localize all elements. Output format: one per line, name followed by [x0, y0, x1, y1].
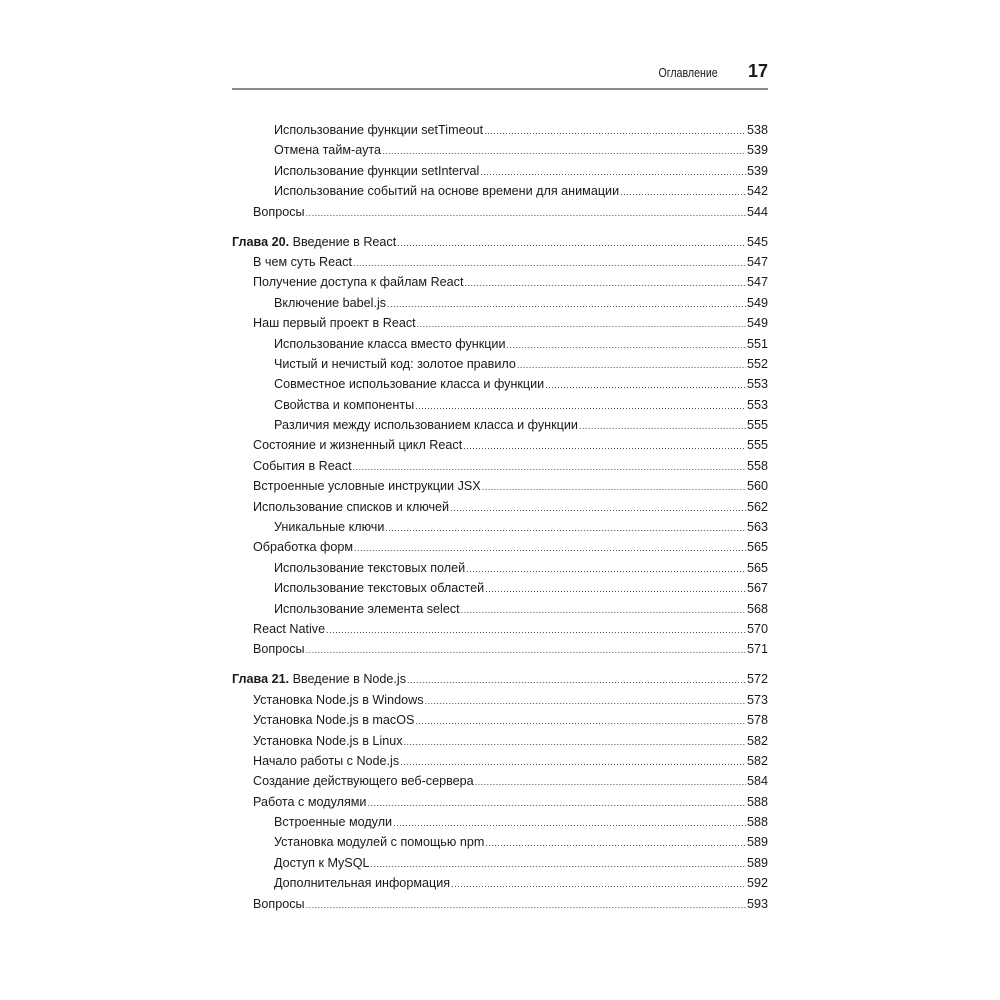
toc-entry[interactable] [232, 435, 768, 455]
dot-leader [517, 355, 746, 375]
dot-leader [354, 538, 746, 558]
entry-title-text: Использование функции setInterval [274, 163, 480, 178]
dot-leader [451, 874, 746, 894]
entry-title [274, 832, 484, 852]
entry-page-number: 539 [746, 163, 768, 178]
entry-title-text: Использование списков и ключей [253, 499, 450, 514]
entry-page-number: 570 [746, 621, 768, 636]
entry-page-number: 558 [746, 458, 768, 473]
entry-page-number: 584 [746, 774, 768, 789]
entry-page-number: 542 [746, 184, 768, 199]
dot-leader [475, 772, 746, 792]
entry-page-number: 589 [746, 855, 768, 870]
entry-title [274, 374, 544, 394]
dot-leader [485, 833, 746, 853]
header-title: Оглавление [658, 66, 718, 80]
entry-title-text: Использование событий на основе времени для анимации [274, 184, 620, 199]
dot-leader [417, 314, 746, 334]
dot-leader [507, 335, 746, 355]
entry-title-text: Установка модулей с помощью npm [274, 835, 485, 850]
entry-page-number: 562 [746, 499, 768, 514]
entry-title [274, 873, 450, 893]
toc-entry[interactable] [232, 140, 768, 160]
entry-title [274, 558, 465, 578]
entry-page-number: 563 [746, 520, 768, 535]
dot-leader [397, 233, 746, 253]
entry-title [274, 812, 392, 832]
entry-title-text: Использование класса вместо функции [274, 336, 506, 351]
toc-entry[interactable] [232, 272, 768, 292]
entry-page-number: 589 [746, 835, 768, 850]
entry-title [253, 710, 414, 730]
dot-leader [407, 670, 746, 690]
entry-title-text: Уникальные ключи [274, 520, 385, 535]
entry-page-number: 551 [746, 336, 768, 351]
dot-leader [466, 559, 746, 579]
entry-title [253, 639, 305, 659]
entry-title [253, 497, 449, 517]
entry-title [274, 415, 578, 435]
entry-title-text: Использование функции setTimeout [274, 123, 484, 137]
dot-leader [485, 579, 746, 599]
dot-leader [415, 711, 746, 731]
entry-page-number: 573 [746, 692, 768, 707]
entry-page-number: 555 [746, 438, 768, 453]
toc-entry[interactable] [232, 334, 768, 354]
entry-title [274, 181, 619, 201]
entry-title [253, 313, 416, 333]
toc-entry[interactable] [232, 161, 768, 181]
entry-title [274, 161, 479, 181]
dot-leader [463, 436, 746, 456]
entry-page-number: 539 [746, 143, 768, 158]
toc-entry[interactable] [232, 374, 768, 394]
dot-leader [450, 498, 746, 518]
dot-leader [415, 396, 746, 416]
entry-title [274, 354, 516, 374]
entry-title-text: React Native [253, 621, 326, 636]
chapter-number: Глава 20. [232, 234, 290, 249]
toc-entry[interactable] [232, 599, 768, 619]
entry-title-text: Использование текстовых полей [274, 560, 466, 575]
entry-title-text: Установка Node.js в macOS [253, 713, 415, 728]
dot-leader [404, 732, 746, 752]
toc-entry[interactable] [232, 751, 768, 771]
entry-title [253, 792, 366, 812]
toc-entry[interactable] [232, 710, 768, 730]
toc-entry[interactable] [232, 619, 768, 639]
entry-page-number: 565 [746, 560, 768, 575]
dot-leader [620, 182, 746, 202]
entry-page-number: 582 [746, 753, 768, 768]
entry-title-text: Дополнительная информация [274, 876, 451, 891]
entry-title [274, 120, 483, 140]
dot-leader [385, 518, 746, 538]
toc-group [232, 669, 768, 914]
table-of-contents [232, 120, 768, 924]
entry-title [253, 537, 353, 557]
toc-entry[interactable] [232, 639, 768, 659]
entry-page-number: 568 [746, 601, 768, 616]
entry-title [274, 334, 506, 354]
chapter-number: Глава 21. [232, 672, 290, 687]
toc-entry[interactable] [232, 832, 768, 852]
entry-page-number: 549 [746, 295, 768, 310]
dot-leader [387, 294, 746, 314]
dot-leader [480, 162, 746, 182]
entry-title [274, 599, 460, 619]
entry-page-number: 567 [746, 581, 768, 596]
entry-page-number: 552 [746, 356, 768, 371]
entry-title-text: Использование элемента select [274, 601, 460, 616]
entry-title-text: Использование текстовых областей [274, 581, 485, 596]
dot-leader [371, 854, 746, 874]
dot-leader [400, 752, 746, 772]
toc-entry[interactable] [232, 415, 768, 435]
entry-title [253, 771, 474, 791]
entry-title [253, 202, 305, 222]
entry-title [274, 578, 484, 598]
entry-title-text: Доступ к MySQL [274, 855, 370, 870]
dot-leader [326, 620, 746, 640]
toc-entry[interactable] [232, 293, 768, 313]
entry-title [253, 894, 305, 914]
entry-page-number: 560 [746, 479, 768, 494]
entry-title-text: Чистый и нечистый код: золотое правило [274, 356, 516, 371]
entry-title-text: Введение в Node.js [292, 672, 407, 687]
entry-title-text: Включение babel.js [274, 295, 387, 310]
toc-entry[interactable] [232, 497, 768, 517]
dot-leader [579, 416, 746, 436]
entry-title-text: Работа с модулями [253, 794, 367, 809]
entry-title-text: Совместное использование класса и функции [274, 377, 545, 392]
toc-entry[interactable] [232, 517, 768, 537]
entry-page-number: 545 [746, 234, 768, 249]
entry-title [253, 751, 399, 771]
entry-title [253, 272, 463, 292]
entry-title-text: Состояние и жизненный цикл React [253, 438, 463, 453]
entry-title-text: Вопросы [253, 642, 305, 657]
dot-leader [461, 600, 746, 620]
dot-leader [353, 457, 746, 477]
entry-page-number: 572 [746, 672, 768, 687]
dot-leader [482, 477, 746, 497]
dot-leader [484, 121, 746, 141]
page-number: 17 [747, 61, 768, 81]
entry-title [232, 669, 406, 689]
toc-entry[interactable] [232, 873, 768, 893]
entry-page-number: 578 [746, 713, 768, 728]
toc-group [232, 232, 768, 660]
toc-entry[interactable] [232, 120, 768, 140]
dot-leader [367, 793, 746, 813]
entry-page-number: 538 [746, 123, 768, 137]
entry-title [274, 395, 414, 415]
entry-title [253, 619, 325, 639]
toc-chapter-entry[interactable] [232, 669, 768, 689]
dot-leader [382, 141, 746, 161]
toc-entry[interactable] [232, 252, 768, 272]
entry-title-text: В чем суть React [253, 254, 352, 269]
entry-title [274, 853, 370, 873]
toc-entry[interactable] [232, 792, 768, 812]
entry-title [253, 456, 352, 476]
entry-page-number: 547 [746, 275, 768, 290]
entry-title-text: Установка Node.js в Linux [253, 733, 403, 748]
toc-entry[interactable] [232, 537, 768, 557]
toc-entry[interactable] [232, 731, 768, 751]
toc-entry[interactable] [232, 771, 768, 791]
dot-leader [353, 253, 746, 273]
dot-leader [425, 691, 746, 711]
toc-group [232, 120, 768, 222]
toc-entry[interactable] [232, 853, 768, 873]
entry-page-number: 553 [746, 377, 768, 392]
toc-entry[interactable] [232, 354, 768, 374]
dot-leader [306, 895, 746, 915]
dot-leader [306, 640, 746, 660]
toc-entry[interactable] [232, 395, 768, 415]
toc-entry[interactable] [232, 456, 768, 476]
entry-page-number: 571 [746, 642, 768, 657]
toc-entry[interactable] [232, 558, 768, 578]
entry-title [232, 232, 396, 252]
entry-title-text: Наш первый проект в React [253, 316, 416, 331]
entry-title-text: Вопросы [253, 896, 305, 911]
entry-title-text: Обработка форм [253, 540, 354, 555]
entry-page-number: 565 [746, 540, 768, 555]
toc-chapter-entry[interactable] [232, 232, 768, 252]
entry-title-text: Различия между использованием класса и функции [274, 418, 578, 433]
entry-title-text: Встроенные модули [274, 815, 393, 830]
entry-page-number: 544 [746, 204, 768, 219]
toc-entry[interactable] [232, 578, 768, 598]
entry-title [253, 252, 352, 272]
entry-title [253, 690, 424, 710]
entry-title [274, 293, 386, 313]
entry-title-text: Встроенные условные инструкции JSX [253, 479, 481, 494]
entry-title-text: Начало работы с Node.js [253, 753, 400, 768]
entry-title-text: События в React [253, 458, 352, 473]
entry-title-text: Вопросы [253, 204, 305, 219]
entry-title-text: Создание действующего веб-сервера [253, 774, 474, 789]
toc-entry[interactable] [232, 476, 768, 496]
entry-page-number: 588 [746, 815, 768, 830]
entry-page-number: 588 [746, 794, 768, 809]
entry-title [253, 731, 403, 751]
toc-entry[interactable] [232, 313, 768, 333]
dot-leader [464, 273, 746, 293]
toc-entry[interactable] [232, 690, 768, 710]
toc-entry[interactable] [232, 202, 768, 222]
toc-entry[interactable] [232, 894, 768, 914]
entry-page-number: 592 [746, 876, 768, 891]
entry-title-text: Получение доступа к файлам React [253, 275, 464, 290]
entry-page-number: 549 [746, 316, 768, 331]
entry-title [253, 435, 462, 455]
entry-page-number: 555 [746, 418, 768, 433]
toc-entry[interactable] [232, 181, 768, 201]
entry-title-text: Свойства и компоненты [274, 397, 415, 412]
dot-leader [306, 203, 746, 223]
entry-page-number: 582 [746, 733, 768, 748]
entry-title-text: Отмена тайм-аута [274, 143, 381, 158]
entry-title [274, 517, 384, 537]
entry-title [253, 476, 481, 496]
toc-entry[interactable] [232, 812, 768, 832]
entry-title-text: Введение в React [292, 234, 397, 249]
entry-page-number: 553 [746, 397, 768, 412]
dot-leader [393, 813, 746, 833]
running-header [232, 60, 768, 90]
entry-title-text: Установка Node.js в Windows [253, 692, 424, 707]
entry-title [274, 140, 381, 160]
entry-page-number: 593 [746, 896, 768, 911]
dot-leader [545, 375, 746, 395]
entry-page-number: 547 [746, 254, 768, 269]
